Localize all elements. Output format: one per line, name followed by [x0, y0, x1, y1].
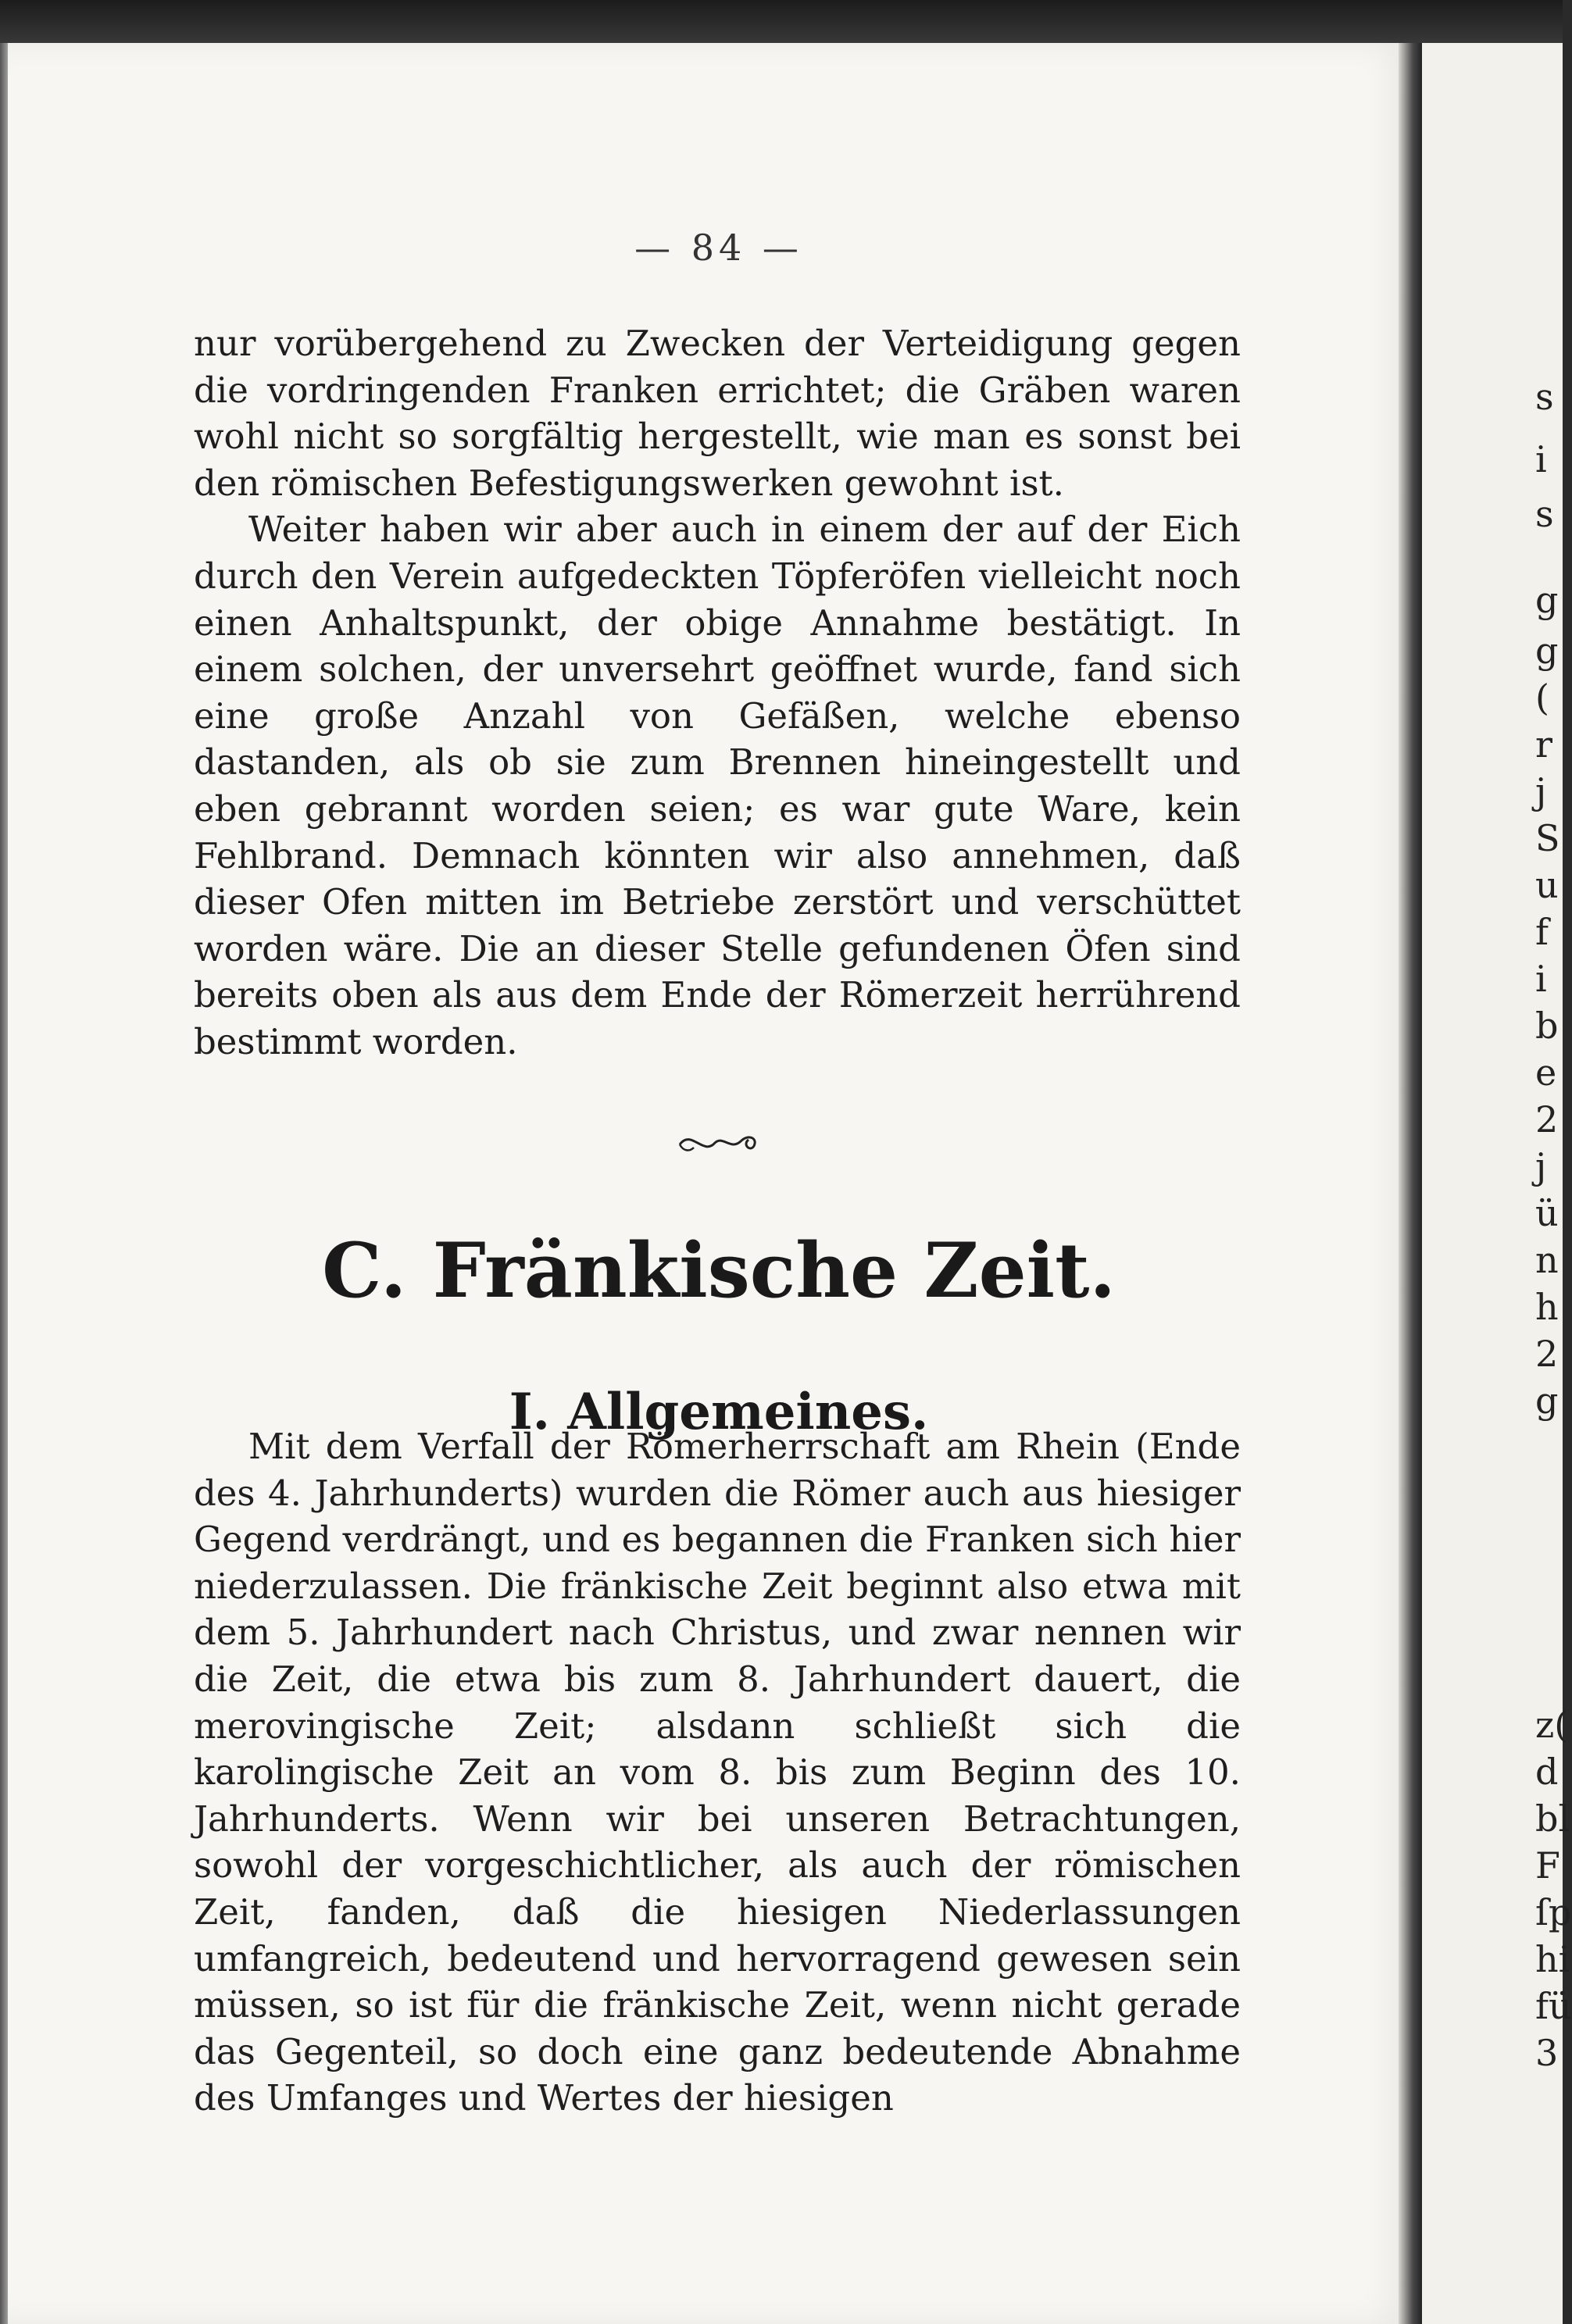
ornament-flourish-icon	[672, 1121, 766, 1160]
next-page-fragment: (	[1535, 676, 1549, 719]
next-page-fragment: j	[1535, 770, 1547, 812]
next-page-fragment: F	[1535, 1844, 1560, 1887]
next-page-fragment: e	[1535, 1051, 1557, 1094]
next-page-fragment: 2	[1535, 1333, 1559, 1375]
next-page-fragment: g	[1535, 630, 1559, 672]
paragraph-2: Weiter haben wir aber auch in einem der auf der Eich durch den Verein aufgedeckten Töpferöfen vielleicht noch einen Anhaltspunkt, der obige Annahme bestätigt. In einem solchen, der unversehrt geöffnet wurde, fand sich eine große Anzahl von Gefäßen, welche ebenso dastanden, als ob sie zum Brennen hineingestellt und eben gebrannt worden seien; es war gute Ware, kein Fehlbrand. Demnach könnten wir also annehmen, daß dieser Ofen mitten im Betriebe zerstört und verschüttet worden wäre. Die an dieser Stelle gefundenen Öfen sind bereits oben als aus dem Ende der Römerzeit herrührend bestimmt worden.	[194, 509, 1241, 1062]
next-page-fragment: S	[1535, 817, 1560, 859]
next-page-fragment: n	[1535, 1239, 1559, 1281]
subsection-title: I. Allgemeines.	[509, 1383, 929, 1441]
paragraph-1: nur vorübergehend zu Zwecken der Verteidigung gegen die vordringenden Franken errichtet; die Gräben waren wohl nicht so sorgfältig hergestellt, wie man es sonst bei den römischen Befestigungswerken gewohnt ist.	[194, 323, 1241, 504]
body-text	[194, 320, 1241, 1066]
next-page-fragment: ſp	[1535, 1891, 1572, 1933]
book-top-edge	[0, 0, 1563, 47]
next-page-fragment: fü	[1535, 1985, 1572, 2027]
next-page-fragment: ü	[1535, 1192, 1559, 1234]
next-page-fragment: 2	[1535, 1098, 1559, 1141]
next-page-fragment: g	[1535, 579, 1559, 621]
next-page-fragment: f	[1535, 911, 1549, 953]
next-page-edge	[1422, 43, 1572, 2324]
next-page-fragment: h	[1535, 1286, 1559, 1328]
next-page-fragment: hi	[1535, 1938, 1570, 1980]
next-page-fragment: b	[1535, 1005, 1559, 1047]
next-page-fragment: r	[1535, 723, 1552, 766]
next-page-fragment: bl	[1535, 1797, 1570, 1840]
next-page-fragment: u	[1535, 864, 1559, 906]
next-page-fragment: i	[1535, 958, 1547, 1000]
next-page-fragment: z(	[1535, 1704, 1569, 1746]
book-gutter	[1399, 43, 1422, 2324]
body-text-section	[194, 1423, 1241, 2122]
page-number: — 84 —	[634, 227, 803, 269]
next-page-fragment: s	[1535, 493, 1554, 535]
section-title: C. Fränkische Zeit.	[322, 1226, 1116, 1315]
next-page-fragment: g	[1535, 1380, 1559, 1422]
next-page-fragment: d	[1535, 1751, 1559, 1793]
next-page-fragment: j	[1535, 1145, 1547, 1187]
paragraph-3: Mit dem Verfall der Römerherrschaft am Rhein (Ende des 4. Jahrhunderts) wurden die Römer auch aus hiesiger Gegend verdrängt, und es begannen die Franken sich hier niederzulassen. Die fränkische Zeit beginnt also etwa mit dem 5. Jahrhundert nach Christus, und zwar nennen wir die Zeit, die etwa bis zum 8. Jahrhundert dauert, die merovingische Zeit; alsdann schließt sich die karolingische Zeit an vom 8. bis zum Beginn des 10. Jahrhunderts. Wenn wir bei unseren Betrachtungen, sowohl der vorgeschichtlicher, als auch der römischen Zeit, fanden, daß die hiesigen Niederlassungen umfangreich, bedeutend und hervorragend gewesen sein müssen, so ist für die fränkische Zeit, wenn nicht gerade das Gegenteil, so doch eine ganz bedeutende Abnahme des Umfanges und Wertes der hiesigen	[194, 1426, 1241, 2119]
next-page-fragment: i	[1535, 438, 1547, 480]
next-page-fragment: 3	[1535, 2032, 1559, 2074]
next-page-fragment: s	[1535, 376, 1554, 418]
